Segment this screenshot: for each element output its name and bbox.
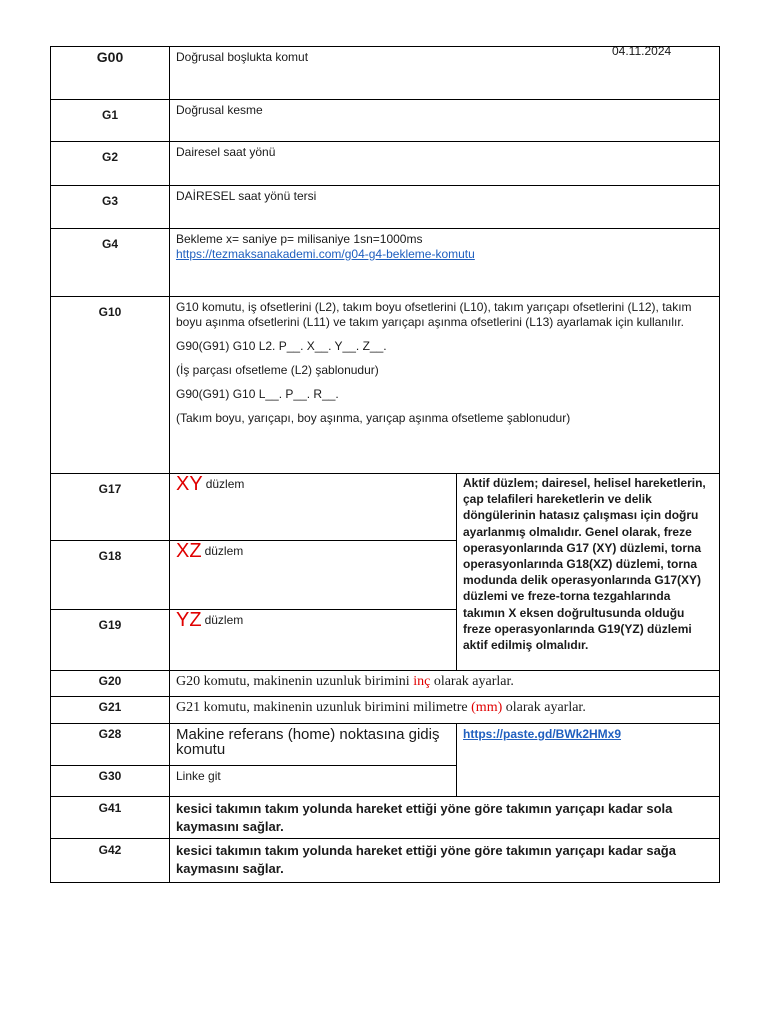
table-row <box>51 797 720 839</box>
description-cell: kesici takımın takım yolunda hareket ettiği yöne göre takımın yarıçapı kadar sola kaymasını sağlar. <box>170 797 720 839</box>
g10-template-l2: G90(G91) G10 L2. P__. X__. Y__. Z__. <box>176 339 387 353</box>
g4-link[interactable]: https://tezmaksanakademi.com/g04-g4-bekleme-komutu <box>176 247 475 261</box>
code-cell: G19 <box>51 610 170 671</box>
table-row <box>51 671 720 697</box>
description-cell <box>170 697 720 724</box>
description-cell: Doğrusal boşlukta komut <box>170 47 720 100</box>
description-cell <box>170 229 720 297</box>
g4-description: Bekleme x= saniye p= milisaniye 1sn=1000ms <box>176 232 423 246</box>
code-cell: G2 <box>51 142 170 186</box>
code-cell: G30 <box>51 766 170 797</box>
table-row <box>51 142 720 186</box>
plane-note-cell: Aktif düzlem; dairesel, helisel hareketlerin, çap telafileri hareketlerin ve delik döngülerinin hatasız çalışması için doğru ayarlanmış olmalıdır. Genel olarak, freze operasyonlarında G17 (XY) düzlemi, torna operasyonlarında G18(XZ) düzlemi, torna modunda delik operasyonlarında G17(XY) düzlemi ve freze-torna tezgahlarında takımın X eksen doğrultusunda olduğu freze operasyonlarında G19(YZ) düzlemi aktif edilmiş olmalıdır. <box>457 474 720 671</box>
description-cell <box>170 671 720 697</box>
g10-template-l2-note: (İş parçası ofsetleme (L2) şablonudur) <box>176 363 379 377</box>
g10-template-general-note: (Takım boyu, yarıçapı, boy aşınma, yarıçap aşınma ofsetleme şablonudur) <box>176 411 571 425</box>
description-cell: Linke git <box>170 766 457 797</box>
code-cell: G18 <box>51 541 170 610</box>
description-cell <box>170 297 720 474</box>
table-row <box>51 186 720 229</box>
plane-label: düzlem <box>204 613 244 627</box>
g21-text: G21 komutu, makinenin uzunluk birimini milimetre <box>176 700 472 715</box>
table-row <box>51 100 720 142</box>
code-cell: G1 <box>51 100 170 142</box>
plane-label: düzlem <box>205 477 245 491</box>
code-cell: G10 <box>51 297 170 474</box>
code-cell: G4 <box>51 229 170 297</box>
table-row <box>51 47 720 100</box>
description-cell <box>170 541 457 610</box>
g10-template-general: G90(G91) G10 L__. P__. R__. <box>176 387 339 401</box>
description-cell <box>170 474 457 541</box>
paste-link[interactable]: https://paste.gd/BWk2HMx9 <box>463 727 622 741</box>
code-cell: G3 <box>51 186 170 229</box>
link-cell <box>457 724 720 797</box>
g20-text: G20 komutu, makinenin uzunluk birimini <box>176 674 414 689</box>
description-cell: DAİRESEL saat yönü tersi <box>170 186 720 229</box>
code-cell: G17 <box>51 474 170 541</box>
table-row <box>51 724 720 766</box>
code-cell: G42 <box>51 839 170 883</box>
table-row <box>51 229 720 297</box>
g10-paragraph: G10 komutu, iş ofsetlerini (L2), takım boyu ofsetlerini (L10), takım yarıçapı ofsetlerini (L12), takım boyu aşınma ofsetlerini (L11) ve takım yarıçapı aşınma ofsetlerini (L13) ayarlamak için kullanılır. <box>176 300 692 329</box>
code-cell: G20 <box>51 671 170 697</box>
table-row <box>51 297 720 474</box>
description-cell: Makine referans (home) noktasına gidiş komutu <box>170 724 457 766</box>
code-cell: G41 <box>51 797 170 839</box>
description-cell: Doğrusal kesme <box>170 100 720 142</box>
g21-text-end: olarak ayarlar. <box>502 700 586 715</box>
unit-highlight: (mm) <box>471 700 503 715</box>
unit-highlight: inç <box>413 674 431 689</box>
document-date: 04.11.2024 <box>612 44 672 58</box>
description-cell <box>170 610 457 671</box>
code-cell: G21 <box>51 697 170 724</box>
table-row <box>51 474 720 541</box>
description-cell: Dairesel saat yönü <box>170 142 720 186</box>
gcode-table <box>50 46 720 883</box>
plane-label: düzlem <box>204 544 244 558</box>
code-cell: G00 <box>51 47 170 100</box>
plane-name: XY <box>176 473 203 495</box>
plane-name: XZ <box>176 540 202 562</box>
g20-text-end: olarak ayarlar. <box>430 674 514 689</box>
table-row <box>51 839 720 883</box>
code-cell: G28 <box>51 724 170 766</box>
plane-name: YZ <box>176 609 202 631</box>
description-cell: kesici takımın takım yolunda hareket ettiği yöne göre takımın yarıçapı kadar sağa kaymasını sağlar. <box>170 839 720 883</box>
table-row <box>51 697 720 724</box>
